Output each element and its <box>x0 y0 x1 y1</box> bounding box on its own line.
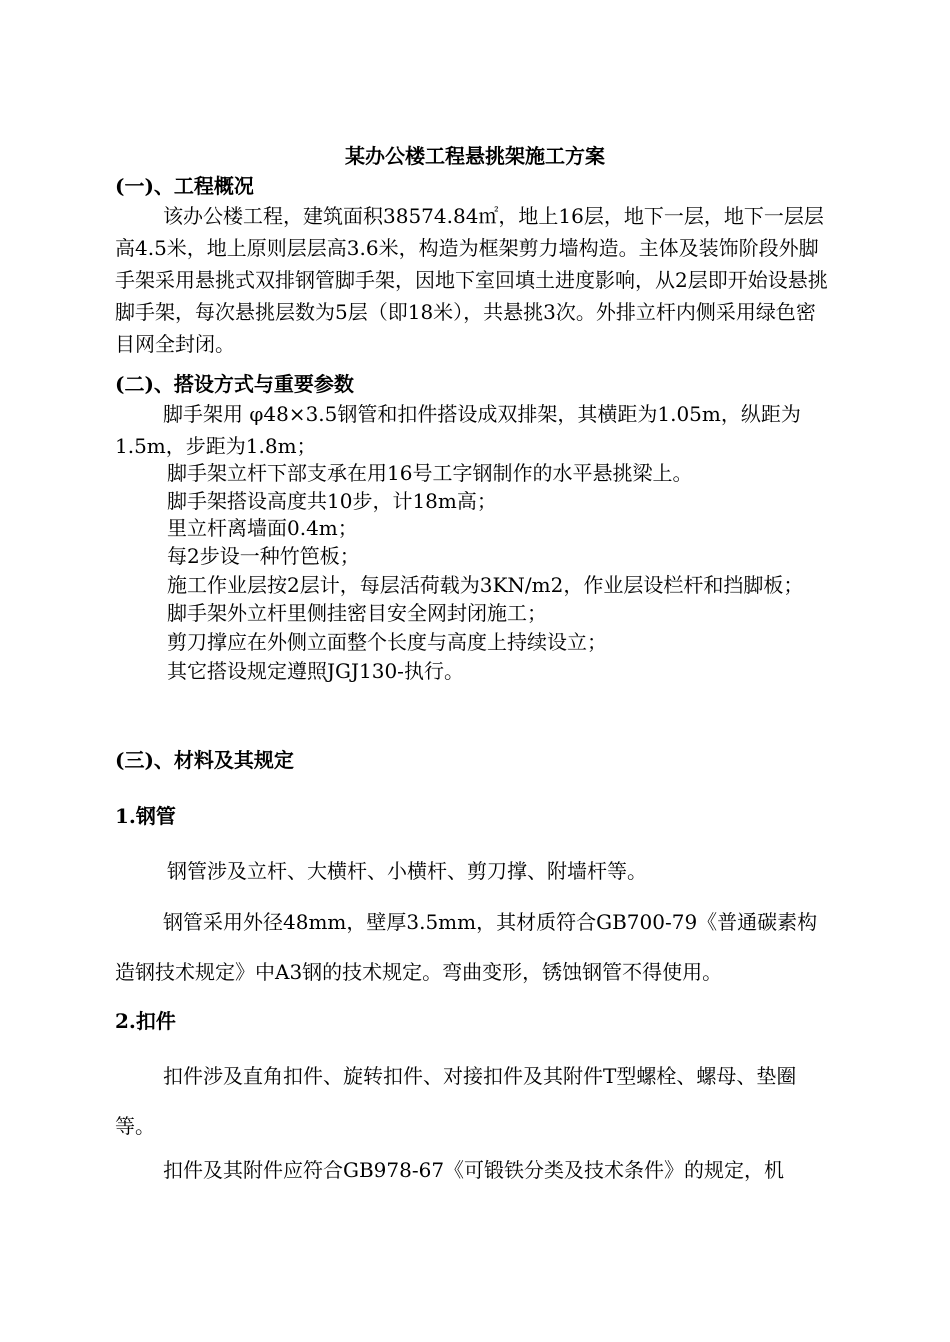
parameter-item: 施工作业层按2层计，每层活荷载为3KN/m2，作业层设栏杆和挡脚板； <box>167 573 804 597</box>
parameter-item: 脚手架搭设高度共10步，计18m高； <box>167 489 497 513</box>
section-heading-parameters: (二)、搭设方式与重要参数 <box>115 372 354 396</box>
overview-paragraph: 该办公楼工程，建筑面积38574.84㎡，地上16层，地下一层，地下一层层高4.5米，地上原则层层高3.6米，构造为框架剪力墙构造。主体及装饰阶段外脚手架采用悬挑式双排钢管脚手架，因地下室回填土进度影响，从2层即开始设悬挑脚手架，每次悬挑层数为5层（即18米），共悬挑3次。外排立杆内侧采用绿色密目网全封闭。 <box>115 204 828 356</box>
section-heading-materials: (三)、材料及其规定 <box>115 748 294 772</box>
parameter-item: 脚手架外立杆里侧挂密目安全网封闭施工； <box>167 601 547 625</box>
fasteners-spec-paragraph: 扣件及其附件应符合GB978-67《可锻铁分类及技术条件》的规定，机 <box>163 1158 785 1182</box>
document-title: 某办公楼工程悬挑架施工方案 <box>345 144 605 168</box>
subsection-heading-fasteners: 2.扣件 <box>115 1009 176 1033</box>
steel-pipe-spec-paragraph: 钢管采用外径48mm，壁厚3.5mm，其材质符合GB700-79《普通碳素构造钢技术规定》中A3钢的技术规定。弯曲变形，锈蚀钢管不得使用。 <box>115 910 818 984</box>
parameters-intro: 脚手架用 φ48×3.5钢管和扣件搭设成双排架，其横距为1.05m，纵距为1.5m，步距为1.8m； <box>115 402 801 458</box>
steel-pipe-paragraph: 钢管涉及立杆、大横杆、小横杆、剪刀撑、附墙杆等。 <box>167 859 647 883</box>
parameter-item: 脚手架立杆下部支承在用16号工字钢制作的水平悬挑梁上。 <box>167 461 693 485</box>
fasteners-paragraph: 扣件涉及直角扣件、旋转扣件、对接扣件及其附件T型螺栓、螺母、垫圈等。 <box>115 1064 797 1138</box>
parameter-item: 其它搭设规定遵照JGJ130-执行。 <box>167 659 464 683</box>
subsection-heading-steel-pipe: 1.钢管 <box>115 804 176 828</box>
parameter-item: 里立杆离墙面0.4m； <box>167 516 358 540</box>
section-heading-overview: (一)、工程概况 <box>115 174 254 198</box>
parameter-item: 每2步设一种竹笆板； <box>167 544 360 568</box>
parameter-item: 剪刀撑应在外侧立面整个长度与高度上持续设立； <box>167 630 607 654</box>
